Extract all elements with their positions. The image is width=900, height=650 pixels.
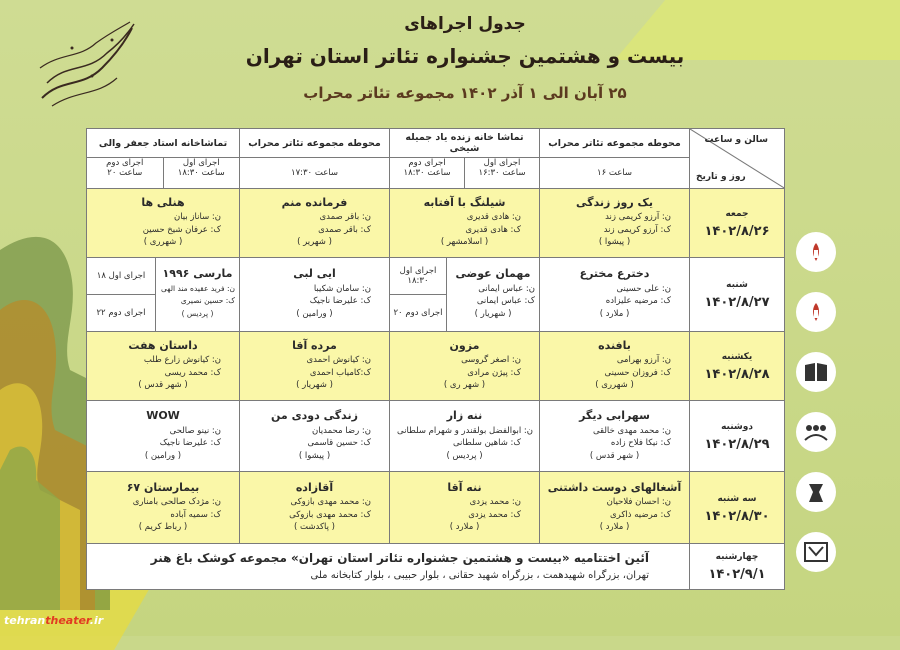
show-cell: آشغالهای دوست داشتنی ن: احسان فلاحیان ک: مرضیه ذاکری ( ملارد ): [540, 472, 690, 543]
show-cell: مزون ن: اصغر گروسی ک: پیژن مرادی ( شهر ری ): [390, 331, 540, 400]
show-cell: فرمانده منم ن: باقر صمدی ک: باقر صمدی ( شهریر ): [240, 188, 390, 257]
venue-times: [390, 158, 540, 188]
day-cell: یکشنبه ۱۴۰۲/۸/۲۸: [690, 331, 785, 400]
venue-time: ساعت ۱۶: [540, 158, 690, 188]
corner-bottom-label: روز و تاریخ: [696, 171, 746, 182]
perf1-time: اجرای اول ساعت ۱۶:۳۰: [464, 158, 539, 187]
schedule-table: [86, 128, 785, 590]
venue-header: محوطه مجموعه تئاتر محراب: [540, 129, 690, 158]
show-cell: مهمان عوضی ن: عباس ایمانی ک: عباس ایمانی ( شهریار ) اجرای اول ۱۸:۳۰ اجرای دوم ۲۰: [390, 258, 540, 332]
show-cell: یک روز زندگی ن: آرزو کریمی زند ک: آرزو کریمی زند ( پیشوا ): [540, 188, 690, 257]
show-cell: آقازاده ن: محمد مهدی بازوکی ک: محمد مهدی بازوکی ( پاکدشت ): [240, 472, 390, 543]
show-cell: WOW ن: نینو صالحی ک: علیرضا ناجیک ( ورامین ): [87, 400, 240, 471]
closing-row: [87, 543, 785, 589]
day-cell: شنبه ۱۴۰۲/۸/۲۷: [690, 258, 785, 332]
show-cell: مارسی ۱۹۹۶ ن: فرید عقیده مند الهی ک: حسین نصیری ( پردیس ) اجرای اول ۱۸ اجرای دوم ۲۲: [87, 258, 240, 332]
corner-header: [690, 129, 785, 189]
book-emblem-icon: [796, 352, 836, 392]
closing-cell: [87, 543, 690, 589]
venue-header: تماشا خانه زنده یاد جمیله شیخی: [390, 129, 540, 158]
show-cell: سهرابی دیگر ن: محمد مهدی خالقی ک: نیکا فلاح زاده ( شهر قدس ): [540, 400, 690, 471]
show-cell: ننه زار ن: ابوالفضل بولقندر و شهرام سلطانی ک: شاهین سلطانی ( پردیس ): [390, 400, 540, 471]
day-cell: جمعه ۱۴۰۲/۸/۲۶: [690, 188, 785, 257]
theater-emblem-icon: [796, 532, 836, 572]
page-subtitle: ۲۵ آبان الی ۱ آذر ۱۴۰۲ مجموعه تئاتر محراب: [303, 84, 627, 102]
show-cell: زندگی دودی من ن: رضا محمدیان ک: حسین قاسمی ( پیشوا ): [240, 400, 390, 471]
perf1-time: اجرای اول ساعت ۱۸:۳۰: [163, 158, 240, 187]
corner-top-label: سالن و ساعت: [704, 135, 768, 145]
closing-address: تهران، بزرگراه شهیدهمت ، بزرگراه شهید حقانی ، بلوار حبیبی ، بلوار کتابخانه ملی: [310, 570, 649, 582]
figure-emblem-icon: [796, 472, 836, 512]
table-row: [87, 472, 785, 543]
show-cell: شیلنگ با آفتابه ن: هادی قدیری ک: هادی قدیری ( اسلامشهر ): [390, 188, 540, 257]
website-watermark: tehrantheater.ir: [4, 614, 104, 627]
venue-time: ساعت ۱۷:۳۰: [240, 158, 390, 188]
show-cell: ایی لبی ن: سامان شکیبا ک: علیرضا ناجیک ( ورامین ): [240, 258, 390, 332]
day-cell: دوشنبه ۱۴۰۲/۸/۲۹: [690, 400, 785, 471]
venue-times: [87, 158, 240, 188]
table-row: [87, 400, 785, 471]
venue-header: تماشاخانه استاد جعفر والی: [87, 129, 240, 158]
perf2-time: اجرای دوم ساعت ۲۰: [106, 158, 144, 179]
show-cell: ننه آقا ن: محمد یزدی ک: محمد یزدی ( ملارد ): [390, 472, 540, 543]
sponsor-emblems: [793, 232, 839, 592]
closing-title: آئین اختتامیه «بیست و هشتمین جشنواره تئاتر استان تهران» مجموعه کوشک باغ هنر: [150, 551, 649, 566]
table-row: [87, 258, 785, 332]
calligraphy-icon: [32, 18, 142, 110]
day-cell: سه شنبه ۱۴۰۲/۸/۳۰: [690, 472, 785, 543]
show-cell: داستان هفت ن: کیانوش زارع طلب ک: محمد ریسی ( شهر قدس ): [87, 331, 240, 400]
day-cell: چهارشنبه ۱۴۰۲/۹/۱: [690, 543, 785, 589]
show-cell: بیمارستان ۶۷ ن: مژدک صالحی بامناری ک: سمیه آباده ( رباط کریم ): [87, 472, 240, 543]
show-cell: بافنده ن: آرزو بهرامی ک: فروزان حسینی ( شهرری ): [540, 331, 690, 400]
perf2-time: اجرای دوم ساعت ۱۸:۳۰: [403, 158, 451, 179]
page-title-line2: بیست و هشتمین جشنواره تئاتر استان تهران: [245, 44, 685, 68]
table-row: [87, 331, 785, 400]
show-cell: دخترع مخترع ن: علی حسینی ک: مرضیه علیزاده ( ملارد ): [540, 258, 690, 332]
festival-logo: [32, 18, 142, 110]
ministry-emblem-icon: [796, 232, 836, 272]
show-cell: هنلی ها ن: ساناز بیان ک: عرفان شیخ حسین ( شهرری ): [87, 188, 240, 257]
people-emblem-icon: [796, 412, 836, 452]
page-title-line1: جدول اجراهای: [404, 14, 526, 34]
table-row: [87, 188, 785, 257]
venue-header: محوطه مجموعه تئاتر محراب: [240, 129, 390, 158]
show-cell: مرده آقا ن: کیانوش احمدی ک:کامیاب احمدی ( شهریار ): [240, 331, 390, 400]
ministry-emblem-icon: [796, 292, 836, 332]
